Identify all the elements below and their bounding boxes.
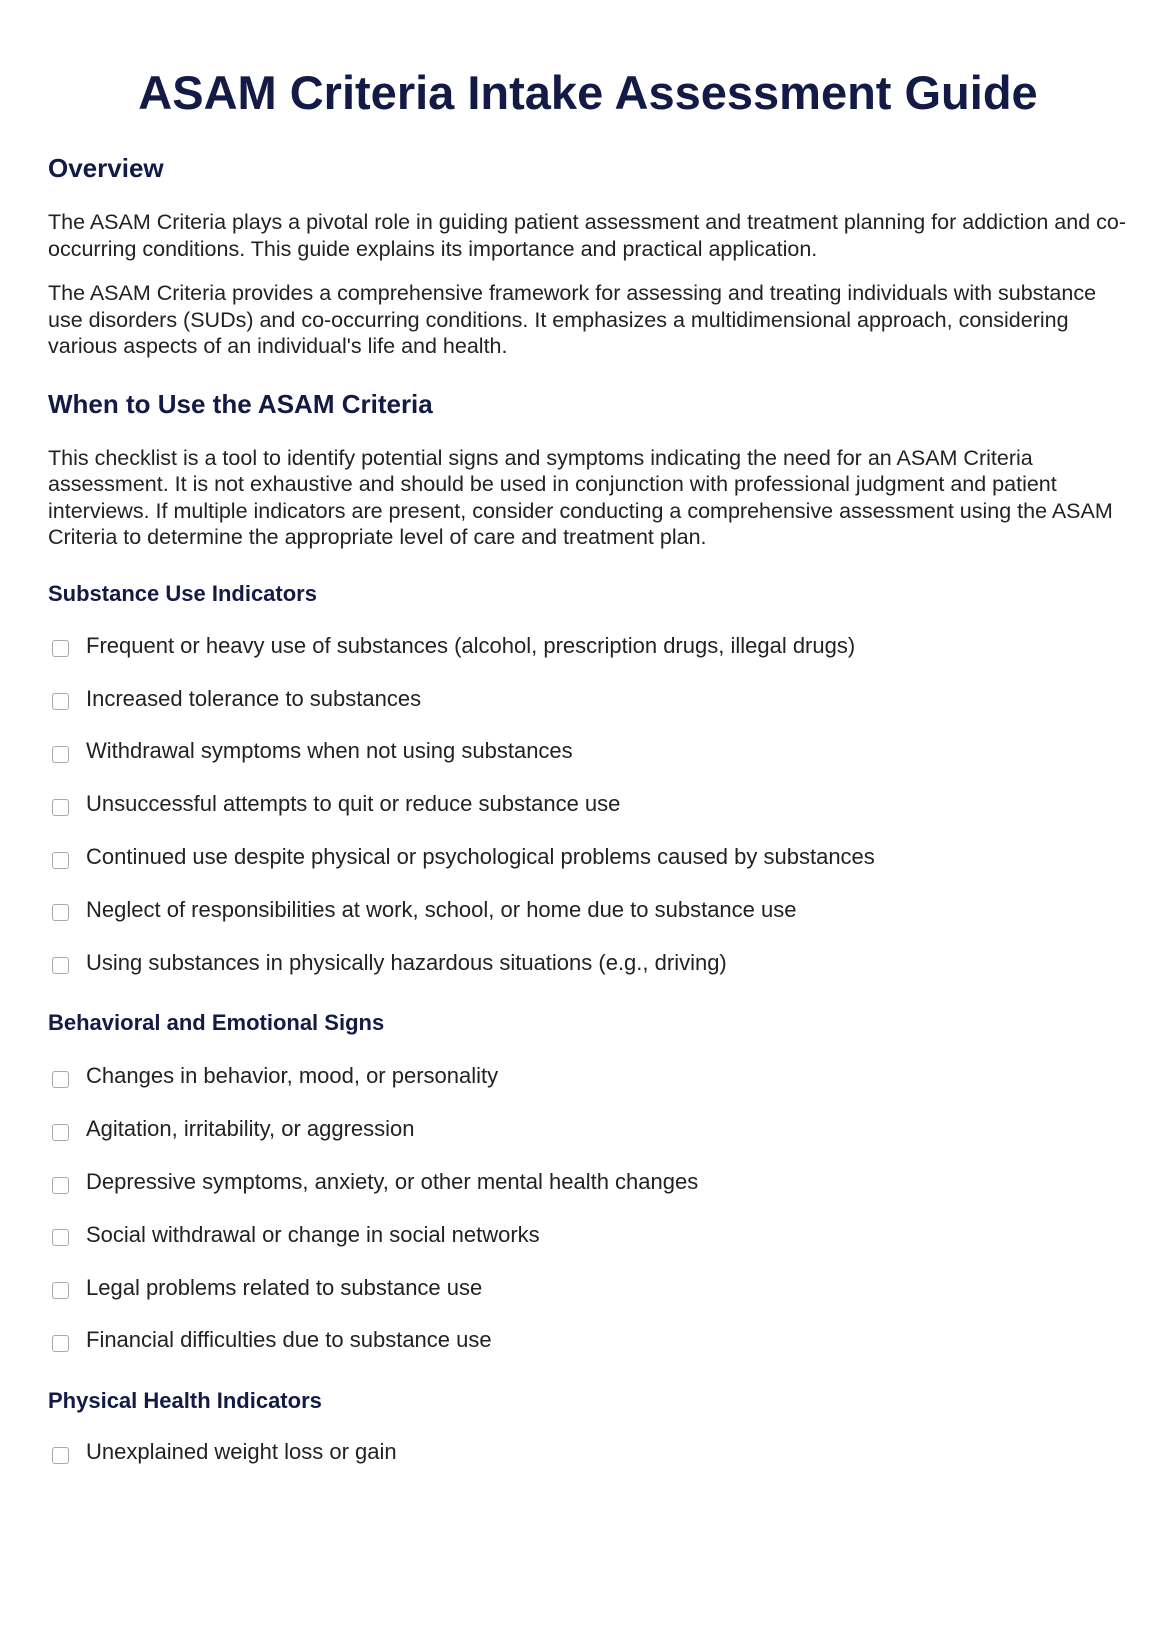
checkbox[interactable] bbox=[52, 957, 69, 974]
checkbox[interactable] bbox=[52, 1177, 69, 1194]
checklist-item bbox=[48, 1156, 1128, 1209]
checklist-item-label: Social withdrawal or change in social networks bbox=[86, 1221, 540, 1247]
checklist-item bbox=[48, 1208, 1128, 1261]
checklist-item bbox=[48, 936, 1128, 989]
checklist-item bbox=[48, 831, 1128, 884]
checkbox[interactable] bbox=[52, 1335, 69, 1352]
checkbox[interactable] bbox=[52, 799, 69, 816]
checklist-item bbox=[48, 725, 1128, 778]
behavioral-emotional-signs-heading: Behavioral and Emotional Signs bbox=[48, 1010, 385, 1036]
checkbox[interactable] bbox=[52, 693, 69, 710]
checkbox[interactable] bbox=[52, 1282, 69, 1299]
page-title: ASAM Criteria Intake Assessment Guide bbox=[138, 66, 1038, 119]
behavioral-checklist bbox=[48, 1050, 1128, 1367]
overview-heading: Overview bbox=[48, 153, 164, 183]
checkbox[interactable] bbox=[52, 1447, 69, 1464]
checkbox[interactable] bbox=[52, 1071, 69, 1088]
when-to-use-paragraph: This checklist is a tool to identify potential signs and symptoms indicating the need for an ASAM Criteria assessment. It is not exhaustive and should be used in conjunction with professional judgment and patient interviews. If multiple indicators are present, consider conducting a comprehensive assessment using the ASAM Criteria to determine the appropriate level of care and treatment plan. bbox=[48, 445, 1113, 549]
checklist-item-label: Increased tolerance to substances bbox=[86, 685, 422, 711]
physical-health-indicators-heading: Physical Health Indicators bbox=[48, 1387, 322, 1413]
checkbox[interactable] bbox=[52, 1124, 69, 1141]
checklist-item-label: Depressive symptoms, anxiety, or other mental health changes bbox=[86, 1169, 699, 1195]
checklist-item bbox=[48, 1261, 1128, 1314]
substance-use-checklist bbox=[48, 620, 1128, 990]
overview-paragraph-1: The ASAM Criteria plays a pivotal role in guiding patient assessment and treatment planning for addiction and co-occurring conditions. This guide explains its importance and practical application. bbox=[48, 210, 1126, 261]
checkbox[interactable] bbox=[52, 640, 69, 657]
checklist-item bbox=[48, 1314, 1128, 1367]
checklist-item-label: Changes in behavior, mood, or personality bbox=[86, 1063, 499, 1089]
checklist-item-label: Unsuccessful attempts to quit or reduce substance use bbox=[86, 791, 621, 817]
when-to-use-heading: When to Use the ASAM Criteria bbox=[48, 388, 433, 419]
checklist-item-label: Continued use despite physical or psychological problems caused by substances bbox=[86, 844, 875, 870]
checklist-item-label: Frequent or heavy use of substances (alcohol, prescription drugs, illegal drugs) bbox=[86, 632, 856, 658]
checklist-item-label: Withdrawal symptoms when not using substances bbox=[86, 738, 573, 764]
checklist-item-label: Using substances in physically hazardous situations (e.g., driving) bbox=[86, 949, 727, 975]
checklist-item bbox=[48, 620, 1128, 673]
checklist-item bbox=[48, 1103, 1128, 1156]
overview-paragraph-2: The ASAM Criteria provides a comprehensive framework for assessing and treating individuals with substance use disorders (SUDs) and co-occurring conditions. It emphasizes a multidimensional approach, considering various aspects of an individual's life and health. bbox=[48, 281, 1097, 358]
checklist-item bbox=[48, 1426, 1128, 1479]
checklist-item bbox=[48, 672, 1128, 725]
checkbox[interactable] bbox=[52, 852, 69, 869]
checkbox[interactable] bbox=[52, 746, 69, 763]
checkbox[interactable] bbox=[52, 1229, 69, 1246]
physical-health-checklist bbox=[48, 1426, 1128, 1479]
checklist-item-label: Agitation, irritability, or aggression bbox=[86, 1116, 415, 1142]
checklist-item-label: Unexplained weight loss or gain bbox=[86, 1439, 397, 1465]
checklist-item bbox=[48, 1050, 1128, 1103]
checklist-item-label: Financial difficulties due to substance use bbox=[86, 1327, 492, 1353]
checklist-item-label: Legal problems related to substance use bbox=[86, 1274, 483, 1300]
checklist-item bbox=[48, 883, 1128, 936]
checklist-item-label: Neglect of responsibilities at work, school, or home due to substance use bbox=[86, 896, 797, 922]
checklist-item bbox=[48, 778, 1128, 831]
checkbox[interactable] bbox=[52, 904, 69, 921]
substance-use-indicators-heading: Substance Use Indicators bbox=[48, 580, 317, 606]
